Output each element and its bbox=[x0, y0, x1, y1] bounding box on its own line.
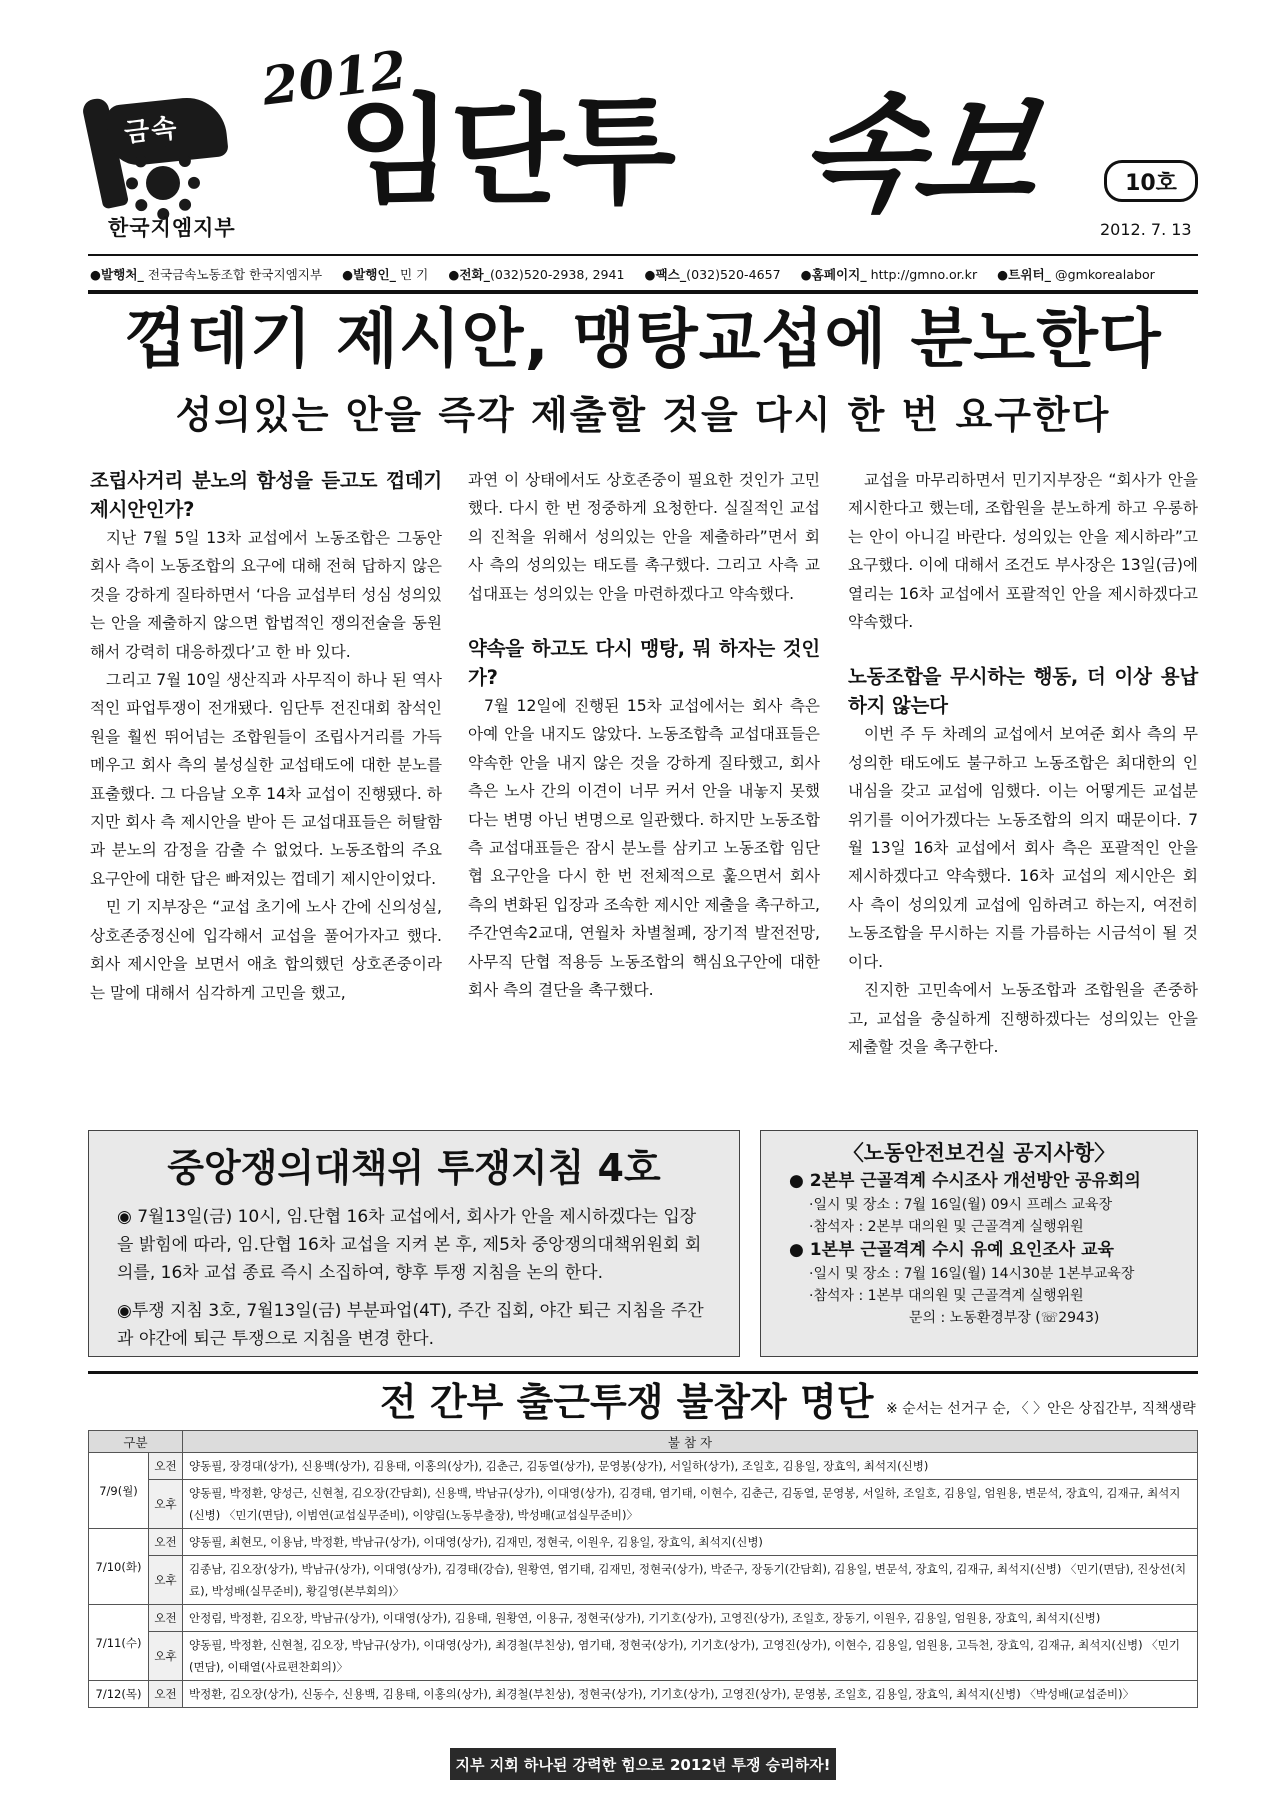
section-gap bbox=[848, 636, 1198, 662]
table-day-cell: 7/12(목) bbox=[89, 1681, 149, 1708]
issue-number-badge: 10호 bbox=[1104, 160, 1198, 202]
article-paragraph: 민 기 지부장은 “교섭 초기에 노사 간에 신의성실, 상호존중정신에 입각해서 교섭을 풀어가자고 했다. 회사 제시안을 보면서 애초 합의했던 상호존중이라는 말에 대해서 심각하게 고민을 했고, bbox=[90, 898, 442, 1002]
table-day-cell: 7/10(화) bbox=[89, 1529, 149, 1605]
notice-contact: 문의 : 노동환경부장 (☏2943) bbox=[909, 1310, 1100, 1326]
section-title: 약속을 하고도 다시 맹탕, 뭐 하자는 것인가? bbox=[468, 637, 820, 690]
publisher-info-bar bbox=[90, 264, 1200, 283]
masthead-year: 2012 bbox=[258, 39, 410, 118]
article-column-3 bbox=[848, 466, 1198, 1061]
notice-item: ● 1본부 근골격계 수시 유예 요인조사 교육 bbox=[789, 1240, 1114, 1260]
table-half-cell: 오전 bbox=[149, 1529, 183, 1556]
roster-rule bbox=[88, 1371, 1198, 1374]
homepage-link[interactable]: ●홈페이지_ http://gmno.or.kr bbox=[800, 267, 978, 282]
main-headline: 껍데기 제시안, 맹탕교섭에 분노한다 bbox=[124, 303, 1162, 377]
table-names-cell: 양동필, 박정환, 양성근, 신현철, 김오장(간담회), 신용백, 박남규(상가), 이대영(상가), 김경태, 염기태, 이현수, 김춘근, 김동열, 문영봉, 서일하, 조일호, 김용일, 엄원용, 변문석, 장효익, 김재규, 최석지(신병) 〈민기(면담), 이범연(교섭실무준비), 이양림(노동부출장), 박성배(교섭실무준비)〉 bbox=[183, 1480, 1198, 1529]
table-day-cell: 7/9(월) bbox=[89, 1453, 149, 1529]
footer-slogan-banner: 지부 지회 하나된 강력한 힘으로 2012년 투쟁 승리하자! bbox=[450, 1748, 836, 1780]
article-column-1 bbox=[90, 466, 442, 1007]
section-title: 노동조합을 무시하는 행동, 더 이상 용납하지 않는다 bbox=[848, 665, 1198, 718]
notice-detail: ·참석자 : 1본부 대의원 및 근골격계 실행위원 bbox=[809, 1288, 1084, 1304]
issuer-info: ●발행인_ 민 기 bbox=[342, 267, 429, 282]
guideline-title: 중앙쟁의대책위 투쟁지침 4호 bbox=[167, 1146, 661, 1190]
safety-notice-box bbox=[760, 1130, 1198, 1357]
twitter-link[interactable]: ●트위터_ @gmkorealabor bbox=[997, 267, 1155, 282]
logo-gear-hub bbox=[146, 166, 180, 200]
article-paragraph: 교섭을 마무리하면서 민기지부장은 “회사가 안을 제시한다고 했는데, 조합원을 분노하게 하고 우롱하는 안이 아니길 바란다. 성의있는 안을 제시하라”고 요구했다. 이에 대해서 조건도 부사장은 13일(금)에 열리는 16차 교섭에서 포괄적인 안을 제시하겠다고 약속했다. bbox=[848, 471, 1198, 632]
phone-info: ●전화_(032)520-2938, 2941 bbox=[448, 267, 625, 282]
article-paragraph: 그리고 7월 10일 생산직과 사무직이 하나 된 역사적인 파업투쟁이 전개됐다. 임단투 전진대회 참석인원을 훨씬 뛰어넘는 조합원들이 조립사거리를 가득 메우고 회사 측의 불성실한 교섭태도에 대한 분노를 표출했다. 그 다음날 오후 14차 교섭이 진행됐다. 하지만 회사 측 제시안을 받아 든 교섭대표들은 허탈함과 분노의 감정을 감출 수 없었다. 노동조합의 주요 요구안에 대한 답은 빠져있는 껍데기 제시안이었다. bbox=[90, 671, 442, 888]
branch-name: 한국지엠지부 bbox=[108, 216, 236, 240]
table-half-cell: 오후 bbox=[149, 1632, 183, 1681]
table-row bbox=[89, 1681, 1198, 1708]
table-names-cell: 박정환, 김오장(상가), 신동수, 신용백, 김용태, 이홍의(상가), 최경철(부친상), 정현국(상가), 기기호(상가), 고영진(상가), 문영봉, 조일호, 김용일, 장효익, 최석지(신병) 〈박성배(교섭준비)〉 bbox=[183, 1681, 1198, 1708]
table-header-absentees: 불 참 자 bbox=[183, 1431, 1198, 1453]
table-header-category: 구분 bbox=[89, 1431, 183, 1453]
roster-title: 전 간부 출근투쟁 불참자 명단 bbox=[380, 1380, 874, 1424]
table-header-row bbox=[89, 1431, 1198, 1453]
table-day-cell: 7/11(수) bbox=[89, 1605, 149, 1681]
masthead-title-bulletin: 속보 bbox=[789, 81, 1042, 228]
table-row bbox=[89, 1529, 1198, 1556]
section-gap bbox=[468, 608, 820, 634]
issue-date: 2012. 7. 13 bbox=[1100, 220, 1192, 239]
table-row bbox=[89, 1480, 1198, 1529]
struggle-guideline-box bbox=[88, 1130, 740, 1357]
fax-info: ●팩스_(032)520-4657 bbox=[644, 267, 781, 282]
table-row bbox=[89, 1556, 1198, 1605]
table-names-cell: 양동필, 장경대(상가), 신용백(상가), 김용태, 이홍의(상가), 김춘근, 김동열(상가), 문영봉(상가), 서일하(상가), 조일호, 김용일, 장효익, 최석지(신병) bbox=[183, 1453, 1198, 1480]
table-row bbox=[89, 1605, 1198, 1632]
notice-detail: ·일시 및 장소 : 7월 16일(월) 14시30분 1본부교육장 bbox=[809, 1266, 1135, 1282]
guideline-item: ◉ 7월13일(금) 10시, 임.단협 16차 교섭에서, 회사가 안을 제시하겠다는 입장을 밝힘에 따라, 임.단협 16차 교섭을 지켜 본 후, 제5차 중앙쟁의대책위원회 회의를, 16차 교섭 종료 즉시 소집하여, 향후 투쟁 지침을 논의 한다. bbox=[117, 1207, 702, 1283]
roster-note: ※ 순서는 선거구 순, 〈 〉안은 상집간부, 직책생략 bbox=[886, 1401, 1196, 1417]
guideline-item: ◉투쟁 지침 3호, 7월13일(금) 부분파업(4T), 주간 집회, 야간 퇴근 지침을 주간과 야간에 퇴근 투쟁으로 지침을 변경 한다. bbox=[117, 1301, 704, 1349]
table-half-cell: 오전 bbox=[149, 1453, 183, 1480]
info-rule-bottom bbox=[88, 290, 1198, 294]
info-rule-top bbox=[88, 254, 1198, 256]
notice-detail: ·일시 및 장소 : 7월 16일(월) 09시 프레스 교육장 bbox=[809, 1197, 1113, 1213]
article-paragraph: 과연 이 상태에서도 상호존중이 필요한 것인가 고민했다. 다시 한 번 정중하게 요청한다. 실질적인 교섭의 진척을 위해서 성의있는 안을 제출하라”면서 회사 측의 성의있는 태도를 촉구했다. 그리고 사측 교섭대표는 성의있는 안을 마련하겠다고 약속했다. bbox=[468, 471, 820, 603]
union-logo bbox=[88, 96, 238, 216]
table-row bbox=[89, 1453, 1198, 1480]
table-half-cell: 오후 bbox=[149, 1480, 183, 1529]
table-half-cell: 오전 bbox=[149, 1681, 183, 1708]
article-paragraph: 7월 12일에 진행된 15차 교섭에서는 회사 측은 아예 안을 내지도 않았다. 노동조합측 교섭대표들은 약속한 안을 내지 않은 것을 강하게 질타했고, 회사 측은 노사 간의 이견이 너무 커서 안을 내놓지 못했다는 변명 아닌 변명으로 일관했다. 하지만 노동조합 측 교섭대표들은 잠시 분노를 삼키고 노동조합 임단협 요구안을 다시 한 번 전체적으로 훑으면서 회사 측의 변화된 입장과 조속한 제시안 제출을 촉구하고, 주간연속2교대, 연월차 차별철폐, 장기적 발전전망, 사무직 단협 적용등 노동조합의 핵심요구안에 대한 회사 측의 결단을 촉구했다. bbox=[468, 697, 820, 1000]
notice-detail: ·참석자 : 2본부 대의원 및 근골격계 실행위원 bbox=[809, 1219, 1084, 1235]
absentee-table bbox=[88, 1430, 1198, 1708]
logo-text: 금속 bbox=[122, 113, 180, 149]
article-paragraph: 진지한 고민속에서 노동조합과 조합원을 존중하고, 교섭을 충실하게 진행하겠다는 성의있는 안을 제출할 것을 촉구한다. bbox=[848, 981, 1198, 1056]
table-names-cell: 김종남, 김오장(상가), 박남규(상가), 이대영(상가), 김경태(강습), 원황연, 염기태, 김재민, 정현국(상가), 박준구, 장동기(간담회), 김용일, 변문석, 장효익, 김재규, 최석지(신병) 〈민기(면담), 진상선(치료), 박성배(실무준비), 황길영(본부회의)〉 bbox=[183, 1556, 1198, 1605]
sub-headline: 성의있는 안을 즉각 제출할 것을 다시 한 번 요구한다 bbox=[175, 393, 1111, 437]
article-column-2 bbox=[468, 466, 820, 1005]
table-names-cell: 양동필, 박정환, 신현철, 김오장, 박남규(상가), 이대영(상가), 최경철(부친상), 염기태, 정현국(상가), 기기호(상가), 고영진(상가), 이현수, 김용일, 엄원용, 고득천, 장효익, 김재규, 최석지(신병) 〈민기(면담), 이태열(사료편찬회의)〉 bbox=[183, 1632, 1198, 1681]
table-names-cell: 안정림, 박정환, 김오장, 박남규(상가), 이대영(상가), 김용태, 원황연, 이용규, 정현국(상가), 기기호(상가), 고영진(상가), 조일호, 장동기, 이원우, 김용일, 엄원용, 장효익, 최석지(신병) bbox=[183, 1605, 1198, 1632]
table-half-cell: 오전 bbox=[149, 1605, 183, 1632]
table-names-cell: 양동필, 최현모, 이용남, 박정환, 박남규(상가), 이대영(상가), 김재민, 정현국, 이원우, 김용일, 장효익, 최석지(신병) bbox=[183, 1529, 1198, 1556]
notice-item: ● 2본부 근골격계 수시조사 개선방안 공유회의 bbox=[789, 1171, 1141, 1191]
publisher-info: ●발행처_ 전국금속노동조합 한국지엠지부 bbox=[90, 267, 323, 282]
notice-title: 〈노동안전보건실 공지사항〉 bbox=[842, 1141, 1116, 1165]
table-half-cell: 오후 bbox=[149, 1556, 183, 1605]
masthead-title: 임단투 bbox=[338, 82, 674, 220]
article-paragraph: 이번 주 두 차례의 교섭에서 보여준 회사 측의 무성의한 태도에도 불구하고 노동조합은 최대한의 인내심을 갖고 교섭에 임했다. 이는 어떻게든 교섭분위기를 이어가겠다는 노동조합의 의지 때문이다. 7월 13일 16차 교섭에서 회사 측은 포괄적인 안을 제시하겠다고 약속했다. 16차 교섭의 제시안은 회사 측이 성의있게 교섭에 임하려고 하는지, 여전히 노동조합을 무시하는 지를 가름하는 시금석이 될 것이다. bbox=[848, 725, 1198, 971]
article-paragraph: 지난 7월 5일 13차 교섭에서 노동조합은 그동안 회사 측이 노동조합의 요구에 대해 전혀 답하지 않은 것을 강하게 질타하면서 ‘다음 교섭부터 성심 성의있는 안을 제출하지 않으면 합법적인 쟁의전술을 동원해서 강력히 대응하겠다’고 한 바 있다. bbox=[90, 529, 442, 661]
table-row bbox=[89, 1632, 1198, 1681]
section-title: 조립사거리 분노의 함성을 듣고도 껍데기 제시안인가? bbox=[90, 469, 442, 521]
